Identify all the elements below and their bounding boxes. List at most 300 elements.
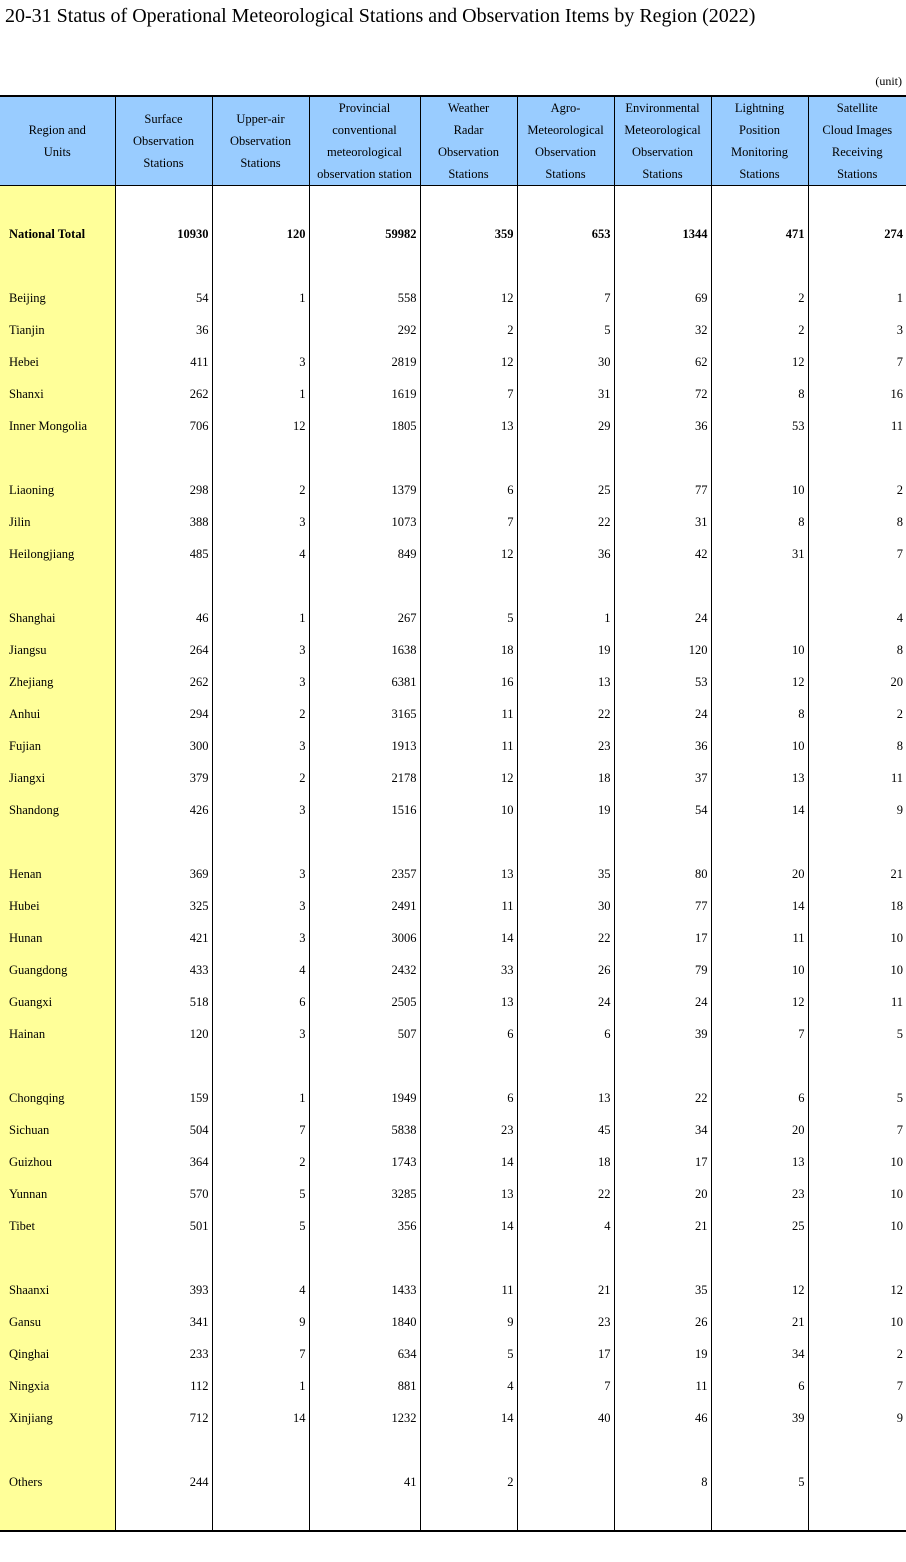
value-cell: 8	[614, 1466, 711, 1498]
value-cell: 3006	[309, 922, 420, 954]
region-label: Ningxia	[0, 1370, 115, 1402]
header-line: Lightning	[734, 101, 785, 115]
table-row	[0, 1306, 906, 1338]
value-cell: 3	[212, 1018, 309, 1050]
value-cell: 18	[517, 762, 614, 794]
region-label: Fujian	[0, 730, 115, 762]
value-cell: 41	[309, 1466, 420, 1498]
value-cell: 8	[808, 506, 906, 538]
value-cell: 5	[517, 314, 614, 346]
value-cell: 558	[309, 282, 420, 314]
value-cell: 10	[420, 794, 517, 826]
value-cell: 4	[212, 538, 309, 570]
value-cell: 77	[614, 890, 711, 922]
value-cell: 5	[711, 1466, 808, 1498]
value-cell: 1913	[309, 730, 420, 762]
value-cell: 14	[420, 1210, 517, 1242]
value-cell: 7	[212, 1114, 309, 1146]
value-cell: 11	[420, 698, 517, 730]
header-line: Stations	[448, 167, 489, 181]
value-cell: 6	[212, 986, 309, 1018]
value-cell: 274	[808, 218, 906, 250]
region-label: Others	[0, 1466, 115, 1498]
value-cell: 5	[420, 602, 517, 634]
value-cell: 849	[309, 538, 420, 570]
value-cell: 6381	[309, 666, 420, 698]
spacer-cell	[711, 442, 808, 474]
header-row	[0, 96, 906, 186]
value-cell: 10	[808, 1146, 906, 1178]
value-cell: 24	[614, 602, 711, 634]
value-cell: 22	[517, 506, 614, 538]
value-cell: 17	[517, 1338, 614, 1370]
value-cell: 14	[420, 1402, 517, 1434]
value-cell: 379	[115, 762, 212, 794]
region-label: Tibet	[0, 1210, 115, 1242]
value-cell: 120	[614, 634, 711, 666]
spacer-cell	[309, 442, 420, 474]
value-cell: 4	[808, 602, 906, 634]
value-cell: 2491	[309, 890, 420, 922]
region-label: Shandong	[0, 794, 115, 826]
spacer-cell	[309, 1242, 420, 1274]
spacer-cell	[517, 250, 614, 282]
header-line: conventional	[332, 123, 397, 137]
value-cell: 6	[420, 1082, 517, 1114]
value-cell: 1	[212, 1370, 309, 1402]
spacer-cell	[614, 1498, 711, 1531]
spacer-cell	[614, 1242, 711, 1274]
value-cell: 35	[517, 858, 614, 890]
value-cell: 13	[420, 1178, 517, 1210]
value-cell: 36	[115, 314, 212, 346]
value-cell: 5	[420, 1338, 517, 1370]
value-cell: 6	[420, 1018, 517, 1050]
table-row	[0, 1018, 906, 1050]
value-cell: 13	[420, 410, 517, 442]
spacer-cell	[115, 1434, 212, 1466]
value-cell: 39	[614, 1018, 711, 1050]
value-cell: 411	[115, 346, 212, 378]
value-cell	[517, 1466, 614, 1498]
value-cell: 3	[212, 666, 309, 698]
header-col-6	[614, 96, 711, 186]
value-cell: 9	[420, 1306, 517, 1338]
value-cell: 21	[517, 1274, 614, 1306]
spacer-cell	[711, 1242, 808, 1274]
value-cell: 6	[517, 1018, 614, 1050]
spacer-cell	[309, 186, 420, 219]
value-cell: 12	[420, 762, 517, 794]
spacer-cell	[115, 1050, 212, 1082]
value-cell: 706	[115, 410, 212, 442]
value-cell: 262	[115, 378, 212, 410]
table-row	[0, 346, 906, 378]
spacer-cell	[212, 442, 309, 474]
spacer-cell	[420, 826, 517, 858]
value-cell: 2	[808, 474, 906, 506]
spacer-cell	[309, 1050, 420, 1082]
value-cell: 3	[212, 858, 309, 890]
header-col-2	[212, 96, 309, 186]
table-row	[0, 890, 906, 922]
national-total-row	[0, 218, 906, 250]
value-cell: 36	[614, 730, 711, 762]
value-cell: 77	[614, 474, 711, 506]
spacer-cell	[808, 442, 906, 474]
value-cell: 69	[614, 282, 711, 314]
value-cell: 4	[212, 954, 309, 986]
value-cell: 13	[420, 986, 517, 1018]
value-cell: 9	[808, 794, 906, 826]
table-row	[0, 1338, 906, 1370]
value-cell: 501	[115, 1210, 212, 1242]
value-cell: 3	[212, 890, 309, 922]
spacer-row	[0, 442, 906, 474]
header-line: observation station	[317, 167, 412, 181]
value-cell: 29	[517, 410, 614, 442]
spacer-cell	[614, 1434, 711, 1466]
header-line: Cloud Images	[822, 123, 893, 137]
value-cell: 34	[711, 1338, 808, 1370]
value-cell: 12	[420, 282, 517, 314]
value-cell: 22	[517, 1178, 614, 1210]
value-cell: 4	[517, 1210, 614, 1242]
value-cell: 298	[115, 474, 212, 506]
region-label: Guangxi	[0, 986, 115, 1018]
spacer-cell	[212, 186, 309, 219]
region-label: Shanxi	[0, 378, 115, 410]
region-label: Hainan	[0, 1018, 115, 1050]
spacer-row	[0, 570, 906, 602]
header-col-5	[517, 96, 614, 186]
value-cell: 1344	[614, 218, 711, 250]
header-line: Observation	[229, 134, 292, 148]
value-cell: 881	[309, 1370, 420, 1402]
value-cell: 233	[115, 1338, 212, 1370]
value-cell: 11	[808, 986, 906, 1018]
value-cell: 36	[517, 538, 614, 570]
header-line: Weather	[447, 101, 490, 115]
spacer-cell	[420, 570, 517, 602]
value-cell: 54	[614, 794, 711, 826]
spacer-cell	[517, 186, 614, 219]
value-cell: 485	[115, 538, 212, 570]
value-cell: 10	[711, 634, 808, 666]
header-line: Monitoring	[731, 145, 788, 159]
value-cell: 634	[309, 1338, 420, 1370]
value-cell: 36	[614, 410, 711, 442]
header-line: Environmental	[625, 101, 700, 115]
value-cell: 159	[115, 1082, 212, 1114]
value-cell	[808, 1466, 906, 1498]
value-cell: 6	[711, 1082, 808, 1114]
region-label: Shanghai	[0, 602, 115, 634]
spacer-row	[0, 1498, 906, 1531]
spacer-cell	[212, 1498, 309, 1531]
value-cell: 356	[309, 1210, 420, 1242]
value-cell: 46	[614, 1402, 711, 1434]
value-cell: 10	[808, 1210, 906, 1242]
value-cell: 10	[711, 730, 808, 762]
value-cell: 26	[517, 954, 614, 986]
value-cell: 53	[614, 666, 711, 698]
value-cell: 5	[808, 1082, 906, 1114]
header-line: Units	[43, 145, 71, 159]
spacer-cell	[517, 1434, 614, 1466]
value-cell: 6	[711, 1370, 808, 1402]
value-cell: 42	[614, 538, 711, 570]
spacer-cell	[0, 1498, 115, 1531]
value-cell: 12	[212, 410, 309, 442]
region-label: Hubei	[0, 890, 115, 922]
table-row	[0, 1146, 906, 1178]
value-cell: 12	[808, 1274, 906, 1306]
table-row	[0, 954, 906, 986]
table-row	[0, 506, 906, 538]
spacer-cell	[517, 826, 614, 858]
value-cell: 120	[212, 218, 309, 250]
value-cell: 10	[808, 922, 906, 954]
value-cell: 19	[517, 634, 614, 666]
spacer-cell	[614, 1050, 711, 1082]
table-row	[0, 1370, 906, 1402]
spacer-cell	[711, 1050, 808, 1082]
value-cell: 33	[420, 954, 517, 986]
table-row	[0, 634, 906, 666]
value-cell: 2	[420, 1466, 517, 1498]
spacer-cell	[808, 1242, 906, 1274]
table-row	[0, 986, 906, 1018]
value-cell: 37	[614, 762, 711, 794]
spacer-cell	[420, 250, 517, 282]
value-cell: 1	[212, 378, 309, 410]
value-cell: 3	[212, 346, 309, 378]
value-cell: 3	[212, 794, 309, 826]
table-row	[0, 1178, 906, 1210]
value-cell: 11	[420, 1274, 517, 1306]
value-cell	[212, 314, 309, 346]
value-cell: 7	[420, 378, 517, 410]
table-row	[0, 602, 906, 634]
region-label: Inner Mongolia	[0, 410, 115, 442]
value-cell: 13	[517, 666, 614, 698]
value-cell: 1840	[309, 1306, 420, 1338]
value-cell: 1379	[309, 474, 420, 506]
header-line: Stations	[642, 167, 683, 181]
value-cell: 23	[711, 1178, 808, 1210]
value-cell: 7	[808, 346, 906, 378]
value-cell: 120	[115, 1018, 212, 1050]
value-cell: 8	[711, 506, 808, 538]
value-cell: 10	[711, 474, 808, 506]
value-cell: 292	[309, 314, 420, 346]
spacer-cell	[517, 1050, 614, 1082]
value-cell: 21	[614, 1210, 711, 1242]
value-cell: 25	[517, 474, 614, 506]
value-cell: 393	[115, 1274, 212, 1306]
value-cell: 54	[115, 282, 212, 314]
value-cell: 1232	[309, 1402, 420, 1434]
spacer-cell	[711, 1434, 808, 1466]
spacer-cell	[808, 826, 906, 858]
value-cell: 11	[711, 922, 808, 954]
value-cell: 325	[115, 890, 212, 922]
spacer-row	[0, 1050, 906, 1082]
value-cell: 3	[212, 730, 309, 762]
header-line: Observation	[631, 145, 694, 159]
region-label: Liaoning	[0, 474, 115, 506]
value-cell: 364	[115, 1146, 212, 1178]
spacer-cell	[711, 826, 808, 858]
spacer-cell	[115, 250, 212, 282]
value-cell: 2	[808, 1338, 906, 1370]
spacer-cell	[115, 1242, 212, 1274]
region-label: Shaanxi	[0, 1274, 115, 1306]
spacer-cell	[115, 826, 212, 858]
region-label: Jiangsu	[0, 634, 115, 666]
table-row	[0, 378, 906, 410]
region-label: Zhejiang	[0, 666, 115, 698]
spacer-cell	[309, 1498, 420, 1531]
value-cell: 1743	[309, 1146, 420, 1178]
value-cell: 8	[711, 698, 808, 730]
spacer-cell	[212, 570, 309, 602]
value-cell: 11	[614, 1370, 711, 1402]
value-cell: 11	[420, 890, 517, 922]
value-cell: 264	[115, 634, 212, 666]
value-cell: 294	[115, 698, 212, 730]
spacer-cell	[808, 1434, 906, 1466]
value-cell: 10	[808, 1178, 906, 1210]
value-cell: 1	[808, 282, 906, 314]
value-cell: 7	[808, 538, 906, 570]
value-cell: 4	[212, 1274, 309, 1306]
value-cell: 2	[711, 314, 808, 346]
spacer-row	[0, 250, 906, 282]
value-cell: 300	[115, 730, 212, 762]
value-cell: 3165	[309, 698, 420, 730]
value-cell: 2432	[309, 954, 420, 986]
header-line: Satellite	[836, 101, 878, 115]
value-cell: 23	[420, 1114, 517, 1146]
value-cell: 712	[115, 1402, 212, 1434]
value-cell: 3	[212, 634, 309, 666]
value-cell: 24	[614, 698, 711, 730]
table-row	[0, 1402, 906, 1434]
value-cell: 504	[115, 1114, 212, 1146]
value-cell: 267	[309, 602, 420, 634]
value-cell	[212, 1466, 309, 1498]
spacer-cell	[614, 250, 711, 282]
value-cell: 426	[115, 794, 212, 826]
table-row	[0, 858, 906, 890]
table-row	[0, 1114, 906, 1146]
value-cell: 20	[614, 1178, 711, 1210]
header-line: Stations	[240, 156, 281, 170]
spacer-cell	[0, 1434, 115, 1466]
spacer-cell	[711, 570, 808, 602]
region-label: Gansu	[0, 1306, 115, 1338]
value-cell: 10	[711, 954, 808, 986]
spacer-row	[0, 1242, 906, 1274]
spacer-cell	[0, 442, 115, 474]
header-line: Stations	[837, 167, 878, 181]
spacer-cell	[517, 1242, 614, 1274]
region-label: Sichuan	[0, 1114, 115, 1146]
value-cell: 31	[614, 506, 711, 538]
region-label: Chongqing	[0, 1082, 115, 1114]
spacer-row	[0, 1434, 906, 1466]
header-line: Radar	[453, 123, 484, 137]
header-line: Meteorological	[527, 123, 604, 137]
spacer-cell	[0, 826, 115, 858]
value-cell: 18	[517, 1146, 614, 1178]
spacer-cell	[517, 442, 614, 474]
region-label: Beijing	[0, 282, 115, 314]
value-cell: 570	[115, 1178, 212, 1210]
spacer-cell	[614, 570, 711, 602]
spacer-cell	[420, 186, 517, 219]
value-cell: 1073	[309, 506, 420, 538]
table-row	[0, 666, 906, 698]
value-cell: 7	[517, 282, 614, 314]
value-cell: 25	[711, 1210, 808, 1242]
value-cell: 14	[420, 922, 517, 954]
header-col-4	[420, 96, 517, 186]
value-cell: 79	[614, 954, 711, 986]
value-cell: 14	[420, 1146, 517, 1178]
spacer-cell	[115, 442, 212, 474]
value-cell: 16	[420, 666, 517, 698]
spacer-cell	[420, 1434, 517, 1466]
spacer-cell	[614, 186, 711, 219]
value-cell: 2	[212, 698, 309, 730]
value-cell	[711, 602, 808, 634]
header-line: Observation	[132, 134, 195, 148]
value-cell: 18	[420, 634, 517, 666]
value-cell: 22	[614, 1082, 711, 1114]
region-label: Heilongjiang	[0, 538, 115, 570]
value-cell: 30	[517, 890, 614, 922]
spacer-cell	[614, 442, 711, 474]
value-cell: 7	[517, 1370, 614, 1402]
table-row	[0, 762, 906, 794]
spacer-cell	[212, 1050, 309, 1082]
table-row	[0, 1274, 906, 1306]
spacer-cell	[0, 1050, 115, 1082]
table-row	[0, 1082, 906, 1114]
spacer-cell	[614, 826, 711, 858]
value-cell: 21	[808, 858, 906, 890]
value-cell: 2	[212, 474, 309, 506]
header-line: Agro-	[550, 101, 581, 115]
region-label: Hebei	[0, 346, 115, 378]
value-cell: 18	[808, 890, 906, 922]
value-cell: 2	[808, 698, 906, 730]
table-row	[0, 1466, 906, 1498]
value-cell: 518	[115, 986, 212, 1018]
spacer-cell	[517, 570, 614, 602]
value-cell: 2	[711, 282, 808, 314]
value-cell: 388	[115, 506, 212, 538]
spacer-cell	[420, 442, 517, 474]
value-cell: 13	[711, 762, 808, 794]
spacer-cell	[212, 1434, 309, 1466]
spacer-cell	[0, 250, 115, 282]
table-row	[0, 698, 906, 730]
region-label: Xinjiang	[0, 1402, 115, 1434]
